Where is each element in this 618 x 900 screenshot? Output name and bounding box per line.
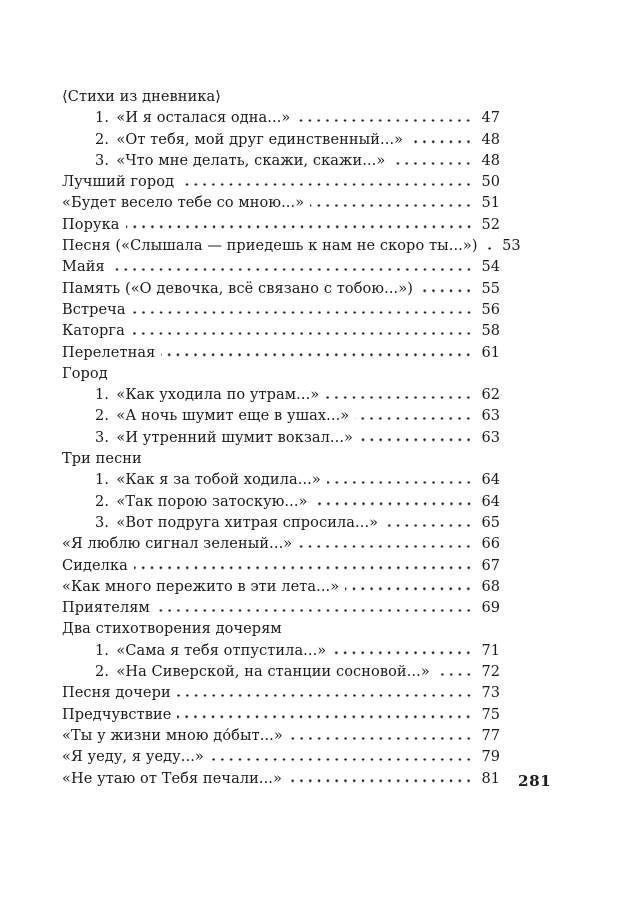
toc-entry-title: 2. «От тебя, мой друг единственный...»	[95, 131, 404, 148]
toc-entry-page-number: 77	[481, 727, 500, 744]
dot-leader	[210, 758, 473, 761]
toc-entry-row	[62, 579, 500, 600]
toc-entry-title: «Я люблю сигнал зеленый...»	[62, 536, 293, 553]
toc-entry-page-number: 48	[481, 152, 500, 169]
toc-entry-row	[62, 238, 521, 259]
dot-leader	[134, 566, 473, 569]
toc-entry-page-number: 54	[481, 259, 500, 276]
toc-entry-title: 2. «На Сиверской, на станции сосновой...»	[95, 664, 430, 681]
toc-entry-title: Майя	[62, 259, 105, 276]
toc-entry-page-number: 73	[481, 685, 500, 702]
toc-entry-title: Два стихотворения дочерям	[62, 621, 282, 638]
dot-leader	[126, 225, 474, 228]
toc-entry-row	[62, 174, 500, 195]
dot-leader	[355, 417, 473, 420]
toc-entry-title: «Не утаю от Тебя печали...»	[62, 770, 282, 787]
toc-entry-title: Три песни	[62, 451, 142, 468]
toc-entry-row	[62, 110, 500, 131]
toc-entry-title: Встреча	[62, 301, 126, 318]
toc-entry-page-number: 63	[481, 408, 500, 425]
toc-entry-title: Порука	[62, 216, 120, 233]
toc-entry-title: 3. «Что мне делать, скажи, скажи...»	[95, 152, 386, 169]
toc-entry-row	[62, 494, 500, 515]
toc-entry-title: «Будет весело тебе со мною...»	[62, 195, 305, 212]
dot-leader	[345, 587, 473, 590]
dot-leader	[359, 438, 473, 441]
dot-leader	[310, 204, 473, 207]
toc-entry-title: Песня дочери	[62, 685, 171, 702]
toc-entry-title: «Как много пережито в эти лета...»	[62, 578, 340, 595]
toc-entry-row	[62, 132, 500, 153]
toc-entry-row	[62, 451, 500, 472]
folio-page-number: 281	[518, 771, 552, 790]
dot-leader	[177, 715, 473, 718]
toc-entry-page-number: 64	[481, 493, 500, 510]
toc-entry-page-number: 67	[481, 557, 500, 574]
toc-entry-title: 2. «Так порою затоскую...»	[95, 493, 308, 510]
toc-entry-row	[62, 472, 500, 493]
toc-entry-page-number: 68	[481, 578, 500, 595]
dot-leader	[132, 311, 473, 314]
toc-entry-title: Приятелям	[62, 600, 150, 617]
toc-entry-row	[62, 749, 500, 770]
toc-entry-page-number: 52	[481, 216, 500, 233]
toc-entry-page-number: 66	[481, 536, 500, 553]
toc-entry-title: 1. «Как уходила по утрам...»	[95, 387, 320, 404]
toc-entry-row	[62, 430, 500, 451]
toc-entry-page-number: 72	[481, 664, 500, 681]
toc-entry-page-number: 81	[481, 770, 500, 787]
toc-entry-title: «Я уеду, я уеду...»	[62, 749, 204, 766]
toc-entry-row	[62, 259, 500, 280]
toc-entry-title: 3. «Вот подруга хитрая спросила...»	[95, 514, 379, 531]
toc-entry-page-number: 58	[481, 323, 500, 340]
toc-entry-title: Предчувствие	[62, 706, 172, 723]
toc-entry-page-number: 65	[481, 514, 500, 531]
toc-entry-row	[62, 621, 500, 642]
toc-entry-row	[62, 664, 500, 685]
toc-entry-title: Лучший город	[62, 174, 175, 191]
toc-entry-row	[62, 323, 500, 344]
dot-leader	[314, 502, 473, 505]
toc-entry-page-number: 47	[481, 110, 500, 127]
toc-entry-title: Каторга	[62, 323, 125, 340]
toc-entry-row	[62, 536, 500, 557]
table-of-contents	[62, 89, 521, 792]
dot-leader	[325, 396, 473, 399]
toc-entry-title: 1. «Как я за тобой ходила...»	[95, 472, 321, 489]
toc-entry-row	[62, 366, 500, 387]
dot-leader	[288, 779, 473, 782]
toc-entry-page-number: 62	[481, 387, 500, 404]
dot-leader	[156, 609, 473, 612]
toc-entry-row	[62, 707, 500, 728]
toc-entry-title: ⟨Стихи из дневника⟩	[62, 89, 221, 105]
dot-leader	[289, 737, 473, 740]
toc-entry-title: 3. «И утренний шумит вокзал...»	[95, 429, 353, 446]
dot-leader	[391, 162, 473, 165]
toc-entry-row	[62, 345, 500, 366]
toc-entry-row	[62, 217, 500, 238]
toc-entry-page-number: 71	[481, 642, 500, 659]
dot-leader	[111, 268, 473, 271]
dot-leader	[327, 481, 473, 484]
toc-entry-row	[62, 153, 500, 174]
dot-leader	[409, 140, 473, 143]
toc-entry-row	[62, 728, 500, 749]
toc-entry-row	[62, 195, 500, 216]
toc-entry-page-number: 48	[481, 131, 500, 148]
toc-entry-page-number: 50	[481, 174, 500, 191]
toc-entry-title: Перелетная	[62, 344, 156, 361]
toc-entry-page-number: 56	[481, 301, 500, 318]
dot-leader	[161, 353, 473, 356]
dot-leader	[298, 545, 473, 548]
toc-entry-title: Память («О девочка, всё связано с тобою...»)	[62, 280, 413, 297]
toc-entry-page-number: 75	[481, 706, 500, 723]
toc-entry-title: Город	[62, 365, 108, 382]
toc-entry-row	[62, 302, 500, 323]
dot-leader	[180, 183, 473, 186]
toc-entry-title: «Ты у жизни мною до́быт...»	[62, 727, 283, 744]
toc-entry-row	[62, 771, 500, 792]
dot-leader	[419, 289, 473, 292]
toc-entry-page-number: 64	[481, 472, 500, 489]
toc-entry-row	[62, 558, 500, 579]
toc-entry-row	[62, 643, 500, 664]
toc-entry-page-number: 53	[502, 238, 521, 255]
dot-leader	[332, 651, 473, 654]
dot-leader	[436, 673, 473, 676]
toc-entry-title: Песня («Слышала — приедешь к нам не скоро ты...»)	[62, 238, 478, 255]
dot-leader	[484, 247, 494, 250]
toc-entry-row	[62, 685, 500, 706]
toc-entry-title: 1. «И я осталася одна...»	[95, 110, 291, 127]
toc-entry-row	[62, 89, 500, 110]
toc-entry-row	[62, 600, 500, 621]
toc-entry-page-number: 69	[481, 600, 500, 617]
toc-entry-page-number: 63	[481, 429, 500, 446]
dot-leader	[384, 524, 473, 527]
toc-entry-page-number: 55	[481, 280, 500, 297]
toc-entry-page-number: 79	[481, 749, 500, 766]
dot-leader	[177, 694, 473, 697]
toc-entry-row	[62, 408, 500, 429]
toc-entry-title: 1. «Сама я тебя отпустила...»	[95, 642, 327, 659]
dot-leader	[131, 332, 473, 335]
toc-entry-title: Сиделка	[62, 557, 128, 574]
toc-entry-row	[62, 281, 500, 302]
toc-entry-row	[62, 515, 500, 536]
toc-entry-title: 2. «А ночь шумит еще в ушах...»	[95, 408, 350, 425]
dot-leader	[296, 119, 473, 122]
toc-entry-page-number: 51	[481, 195, 500, 212]
toc-entry-page-number: 61	[481, 344, 500, 361]
toc-entry-row	[62, 387, 500, 408]
